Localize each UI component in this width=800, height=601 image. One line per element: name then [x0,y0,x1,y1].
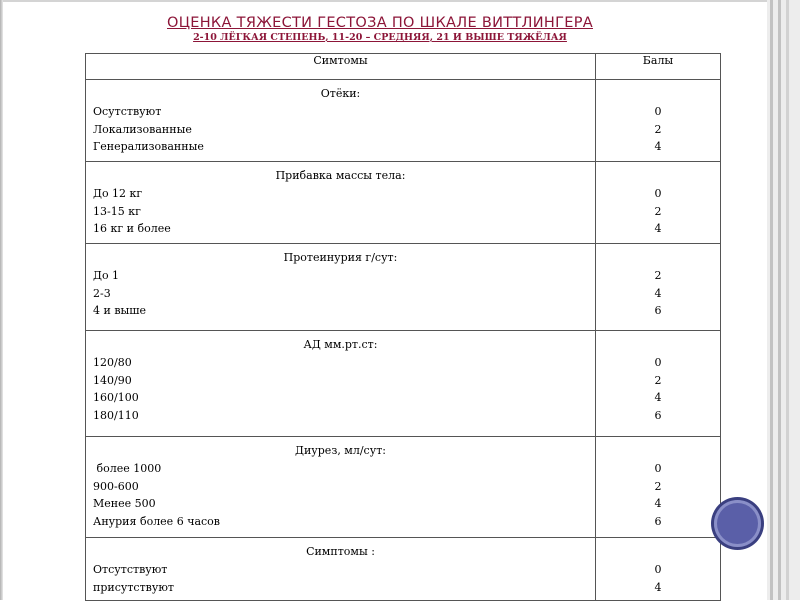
severity-scale-table [85,53,721,601]
list-item: Генерализованные [93,140,204,153]
points-value: 4 [654,286,662,300]
section-title: Протеинурия г/сут: [283,251,398,264]
list-item: До 1 [93,269,120,282]
section-title: Отёки: [320,87,361,100]
list-item: 13-15 кг [93,204,141,218]
table-row [86,331,721,437]
section-symptoms [86,538,596,601]
table-row [86,162,721,244]
section-proteinuria-points [596,244,721,331]
list-item: Осутствуют [93,105,162,118]
section-blood-pressure [86,331,596,437]
section-diuresis [86,437,596,538]
points-value: 4 [654,391,662,404]
list-item: Менее 500 [93,497,156,510]
section-weight-gain-points [596,162,721,244]
slide-subtitle: 2-10 ЛЁГКАЯ СТЕПЕНЬ, 11-20 – СРЕДНЯЯ, 21 И ВЫШЕ ТЯЖЁЛАЯ [193,32,567,43]
list-item: Отсутствуют [93,563,168,576]
points-value: 2 [654,122,662,136]
list-item: 120/80 [93,356,132,369]
list-item: 2-3 [93,286,111,300]
section-title: Симптомы : [306,545,375,558]
list-item: более 1000 [93,462,162,475]
table-header-row [86,54,721,80]
list-item: 900-600 [93,479,139,493]
list-item: Локализованные [93,122,192,136]
points-value: 0 [654,105,662,118]
points-value: 2 [654,269,662,282]
slide-top-border [0,0,800,2]
list-item: присутствуют [93,580,174,594]
points-value: 2 [654,204,662,218]
points-value: 0 [654,356,662,369]
list-item: 160/100 [93,391,139,404]
side-stripe [770,0,773,600]
list-item: До 12 кг [93,187,143,200]
section-edema-points [596,80,721,162]
section-blood-pressure-points [596,331,721,437]
slide-title: ОЦЕНКА ТЯЖЕСТИ ГЕСТОЗА ПО ШКАЛЕ ВИТТЛИНГЕРА [167,15,593,31]
table-row [86,437,721,538]
points-value: 6 [654,514,662,528]
points-value: 0 [654,187,662,200]
section-weight-gain [86,162,596,244]
points-value: 4 [654,580,662,594]
points-value: 4 [654,140,662,153]
points-value: 6 [654,408,662,422]
side-stripe [778,0,781,600]
side-stripe [786,0,789,600]
table-row [86,80,721,162]
points-value: 0 [654,563,662,576]
list-item: Анурия более 6 часов [93,514,220,528]
table-row [86,244,721,331]
list-item: 140/90 [93,373,132,387]
section-title: Диурез, мл/сут: [295,444,386,457]
points-value: 4 [654,497,662,510]
list-item: 16 кг и более [93,222,171,235]
points-value: 4 [654,222,662,235]
section-symptoms-points [596,538,721,601]
section-title: Прибавка массы тела: [275,169,406,182]
points-value: 2 [654,479,662,493]
symptoms-column-header: Симтомы [86,54,596,80]
section-diuresis-points [596,437,721,538]
points-value: 6 [654,304,662,317]
points-column-header: Балы [596,54,721,80]
slide-left-border [0,0,3,600]
nav-circle-icon[interactable] [714,500,761,547]
table-row [86,538,721,601]
section-title: АД мм.рт.ст: [303,338,378,351]
section-proteinuria [86,244,596,331]
points-value: 2 [654,373,662,387]
section-edema [86,80,596,162]
list-item: 180/110 [93,408,139,422]
list-item: 4 и выше [93,304,147,317]
points-value: 0 [654,462,662,475]
